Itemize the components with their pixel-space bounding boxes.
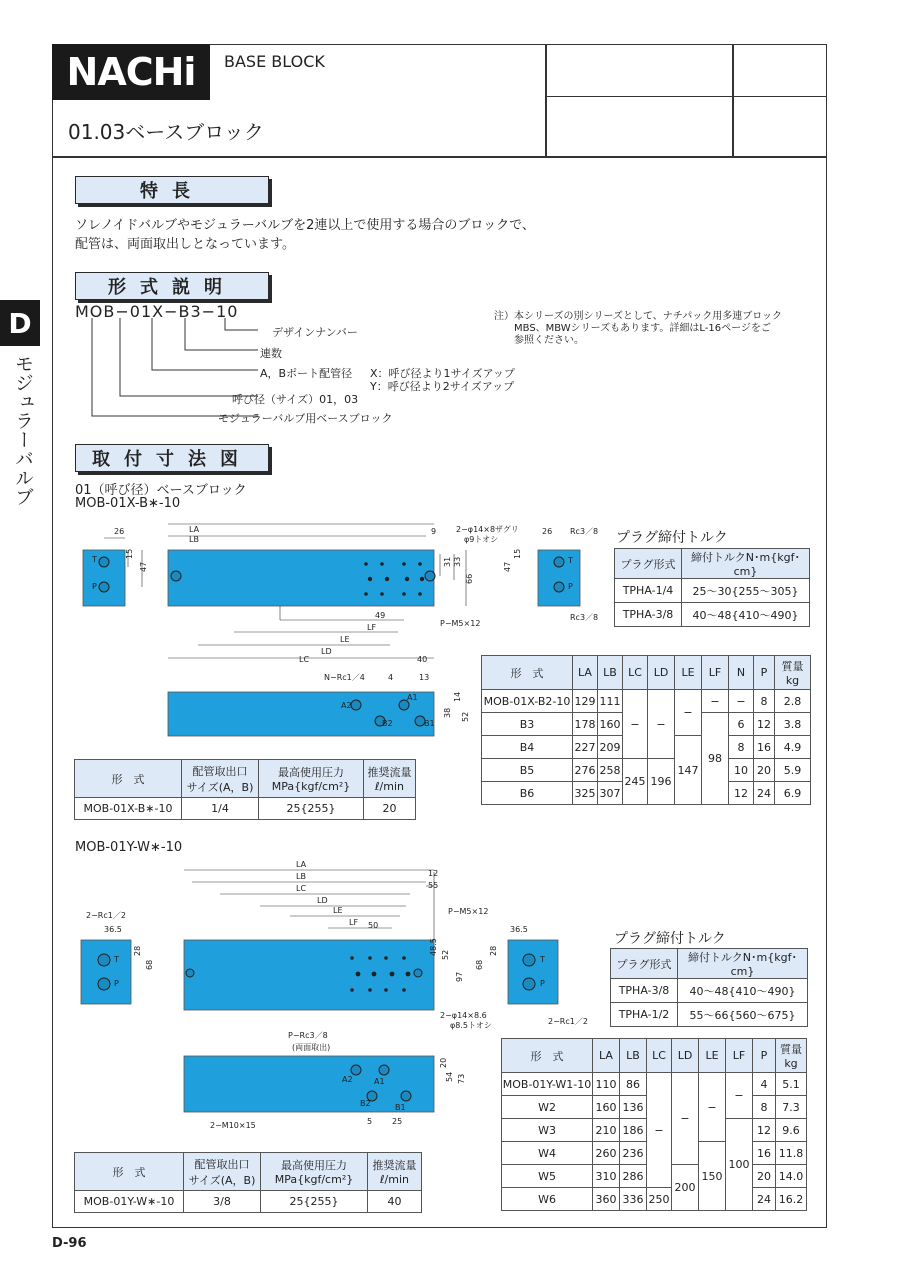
dim2-h-kg-2: kg (784, 1057, 798, 1070)
dim2-365-r: 36.5 (510, 925, 528, 934)
torque1-table (614, 548, 810, 627)
model-label-base: モジュラーバルブ用ベースブロック (218, 412, 393, 425)
dim2-20: 20 (439, 1057, 448, 1068)
header-cell-divider-h (545, 96, 827, 97)
dim2-le: LE (333, 906, 343, 915)
dim-4: 4 (388, 673, 394, 682)
dim2-model: W4 (502, 1142, 593, 1165)
dim2-5: 5 (367, 1117, 373, 1126)
dim2-la: 210 (593, 1119, 620, 1142)
dim2-la: 360 (593, 1188, 620, 1211)
dim2-50: 50 (368, 921, 379, 930)
dim2-h-kg (776, 1039, 807, 1073)
page-title: 01.03ベースブロック (68, 120, 264, 144)
spec1-h-press-1: 最高使用圧力 (278, 766, 344, 779)
dim1-n: 6 (729, 713, 754, 736)
label-a1: A1 (407, 693, 418, 702)
spec1-h-flow-1: 推奨流量 (367, 766, 412, 779)
dim2-la: LA (296, 860, 307, 869)
dim1-n: − (729, 690, 754, 713)
dim2-lb: 136 (620, 1096, 647, 1119)
dim-14: 14 (453, 691, 462, 702)
dim1-la: 227 (573, 736, 598, 759)
dim2-kg: 11.8 (776, 1142, 807, 1165)
model-y-note: Y：呼び径より2サイズアップ (370, 380, 515, 393)
torque2-r0c0: TPHA-3/8 (611, 979, 678, 1003)
dim2-h-le: LE (699, 1039, 726, 1073)
model-label-count: 連数 (260, 347, 282, 360)
top2-mount-l (186, 969, 194, 977)
dim1-h-kg-1: 質量 (781, 660, 804, 673)
spec2-h-press (261, 1153, 368, 1191)
spec2-h-press-2: MPa{kgf/cm²} (274, 1173, 354, 1186)
torque2-r0c1: 40～48{410～490} (678, 979, 808, 1003)
dim1-h-ld: LD (648, 656, 675, 690)
dim1-kg: 2.8 (775, 690, 811, 713)
dim2-28-l: 28 (133, 945, 142, 956)
section-side-label: モジュラーバルブ (12, 354, 34, 506)
dim2-485: 48.5 (429, 938, 438, 956)
dim1-model: MOB-01X-B2-10 (482, 690, 573, 713)
dim2-p: 16 (753, 1142, 776, 1165)
dim-26: 26 (114, 527, 125, 536)
features-line2: 配管は、両面取出しとなっています。 (75, 237, 295, 252)
label2-b2: B2 (360, 1099, 371, 1108)
label-b1: B1 (424, 719, 435, 728)
dim1-p: 24 (754, 782, 775, 805)
dim1-lb: 160 (598, 713, 623, 736)
both-sides-note: (両面取出) (292, 1043, 331, 1052)
dims-model2: MOB-01Y-W∗-10 (75, 840, 183, 855)
spec1-h-port-2: サイズ(A，B) (186, 780, 254, 794)
side2r-label-p: P (540, 979, 545, 988)
side2r-hole-t (523, 954, 535, 966)
side2r-label-t: T (540, 955, 545, 964)
dim1-h-le: LE (675, 656, 702, 690)
torque1-title: プラグ締付トルク (616, 530, 728, 546)
spec2-flow: 40 (368, 1191, 422, 1213)
spec1-h-flow (364, 760, 416, 798)
dim-31: 31 (443, 556, 452, 567)
spec1-port: 1/4 (182, 798, 259, 820)
dim1-n: 8 (729, 736, 754, 759)
dim1-p: 20 (754, 759, 775, 782)
model-x-note: X：呼び径より1サイズアップ (370, 367, 515, 380)
dim2-la: 310 (593, 1165, 620, 1188)
dim1-model: B6 (482, 782, 573, 805)
spec2-h-flow-2: ℓ/min (380, 1173, 409, 1186)
top2-mount-r (414, 969, 422, 977)
dim2-model: MOB-01Y-W1-10 (502, 1073, 593, 1096)
dim1-p: 12 (754, 713, 775, 736)
dim1-p: 8 (754, 690, 775, 713)
pm-callout: P−M5×12 (440, 619, 481, 628)
mount-hole-right (425, 571, 435, 581)
spec1-press: 25{255} (259, 798, 364, 820)
label-p-r: P (568, 582, 573, 591)
dim1-kg: 4.9 (775, 736, 811, 759)
dim2-model: W3 (502, 1119, 593, 1142)
dim1-model: B3 (482, 713, 573, 736)
port-t-hole (99, 557, 109, 567)
spec1-h-port (182, 760, 259, 798)
features-line1: ソレノイドバルブやモジュラーバルブを2連以上で使用する場合のブロックで、 (75, 218, 535, 233)
dim2-le-value: 150 (699, 1142, 726, 1211)
model-heading: 形式説明 (75, 272, 269, 300)
dim1-lb: 307 (598, 782, 623, 805)
dim2-p: 12 (753, 1119, 776, 1142)
dim1-h-n: N (729, 656, 754, 690)
dim1-lb: 209 (598, 736, 623, 759)
model-note-2: MBS、MBWシリーズもあります。詳細はL-16ページをご (514, 323, 771, 334)
dim1-h-kg-2: kg (785, 674, 800, 687)
dim1-model: B5 (482, 759, 573, 782)
m10-callout: 2−M10×15 (210, 1121, 256, 1130)
torque1-r1c1: 40～48{410～490} (682, 603, 810, 627)
dim1-h-lf: LF (702, 656, 729, 690)
dim1-h-lb: LB (598, 656, 623, 690)
model-note-1: 注）本シリーズの別シリーズとして、ナチパック用多連ブロック (494, 311, 782, 322)
dim-66: 66 (465, 573, 474, 584)
dim2-28-r: 28 (489, 945, 498, 956)
spec1-table (74, 759, 416, 820)
label-b2: B2 (382, 719, 393, 728)
page-number: D-96 (52, 1236, 87, 1251)
dim2-p: 4 (753, 1073, 776, 1096)
dim1-le-value: 147 (675, 736, 702, 805)
dim-33: 33 (453, 556, 462, 567)
dim1-h-lc: LC (623, 656, 648, 690)
dim2-h-la: LA (593, 1039, 620, 1073)
model-label-port: A，Bポート配管径 (260, 367, 353, 380)
dim2-lf-dash: − (726, 1073, 753, 1119)
mount-hole-left (171, 571, 181, 581)
dim-15: 15 (125, 548, 134, 559)
dim2-55: 55 (428, 881, 439, 890)
spec2-press: 25{255} (261, 1191, 368, 1213)
dim2-365-l: 36.5 (104, 925, 122, 934)
dim1-table (481, 655, 811, 805)
dim-lb: LB (189, 535, 199, 544)
dim1-lc-value: 245 (623, 759, 648, 805)
dim2-lc-value: 250 (647, 1188, 672, 1211)
dim2-p: 24 (753, 1188, 776, 1211)
nachi-logo: NACHi (52, 44, 210, 100)
dims-heading: 取付寸法図 (75, 444, 269, 472)
spec2-model: MOB-01Y-W∗-10 (75, 1191, 184, 1213)
dim2-73: 73 (457, 1073, 466, 1084)
dim2-h-lf: LF (726, 1039, 753, 1073)
dim2-ld: LD (317, 896, 328, 905)
dim1-kg: 5.9 (775, 759, 811, 782)
torque2-table (610, 948, 808, 1027)
spec1-h-flow-2: ℓ/min (375, 780, 404, 793)
dim1-h-la: LA (573, 656, 598, 690)
dim2-lf-value: 100 (726, 1119, 753, 1211)
side2-hole-t (98, 954, 110, 966)
dim2-ld-value: 200 (672, 1165, 699, 1211)
dim-26-r: 26 (542, 527, 553, 536)
label2-b1: B1 (395, 1103, 406, 1112)
dim2-h-ld: LD (672, 1039, 699, 1073)
spec1-h-model: 形 式 (75, 760, 182, 798)
spec2-h-model: 形 式 (75, 1153, 184, 1191)
torque2-r1c1: 55～66{560～675} (678, 1003, 808, 1027)
dim1-lb: 111 (598, 690, 623, 713)
dim-9: 9 (431, 527, 437, 536)
dim-le: LE (340, 635, 350, 644)
spec2-h-press-1: 最高使用圧力 (281, 1159, 347, 1172)
dim2-p: 20 (753, 1165, 776, 1188)
dim1-ld-dash: − (648, 690, 675, 759)
torque1-r0c1: 25～30{255～305} (682, 579, 810, 603)
port2-b1 (401, 1091, 411, 1101)
dim1-h-kg (775, 656, 811, 690)
dim1-lb: 258 (598, 759, 623, 782)
section-tab: D (0, 300, 40, 346)
dim2-lb: 186 (620, 1119, 647, 1142)
dim-lc: LC (299, 655, 310, 664)
dim-15-r: 15 (513, 548, 522, 559)
dim2-model: W5 (502, 1165, 593, 1188)
dim2-lf: LF (349, 918, 359, 927)
dim1-la: 325 (573, 782, 598, 805)
dim2-68-l: 68 (145, 959, 154, 970)
dim2-kg: 9.6 (776, 1119, 807, 1142)
dim2-la: 160 (593, 1096, 620, 1119)
dims-model1: MOB-01X-B∗-10 (75, 496, 181, 511)
dim2-lb: 336 (620, 1188, 647, 1211)
rc-callout-bottom: Rc3／8 (570, 613, 599, 622)
nrc-callout: N−Rc1／4 (324, 673, 365, 682)
torque1-h0: プラグ形式 (615, 549, 682, 579)
dim2-52: 52 (441, 949, 450, 960)
dim2-le-dash: − (699, 1073, 726, 1142)
dim2-lb: 286 (620, 1165, 647, 1188)
dim1-lf-dash: − (702, 690, 729, 713)
dim1-n: 12 (729, 782, 754, 805)
side2-label-p: P (114, 979, 119, 988)
dim-13: 13 (419, 673, 430, 682)
spec1-h-port-1: 配管取出口 (192, 764, 248, 778)
dim1-h-p: P (754, 656, 775, 690)
spec1-h-press-2: MPa{kgf/cm²} (271, 780, 351, 793)
dim2-la: 260 (593, 1142, 620, 1165)
features-heading: 特長 (75, 176, 269, 204)
dim2-68-r: 68 (475, 959, 484, 970)
dim-47: 47 (139, 561, 148, 572)
hole-callout-2: φ9トオシ (464, 535, 499, 544)
header-cell-divider-1 (545, 44, 547, 156)
dim2-kg: 7.3 (776, 1096, 807, 1119)
hole-callout-1: 2−φ14×8ザグリ (456, 525, 519, 534)
rc-callout-top: Rc3／8 (570, 527, 599, 536)
dim2-kg: 16.2 (776, 1188, 807, 1211)
model-code: MOB−01X−B3−10 (75, 302, 239, 321)
label2-a2: A2 (342, 1075, 353, 1084)
dim-40: 40 (417, 655, 428, 664)
dims-subtitle: 01（呼び径）ベースブロック (75, 483, 247, 498)
prc-callout: P−Rc3／8 (288, 1031, 328, 1040)
spec2-h-flow-1: 推奨流量 (372, 1159, 417, 1172)
spec1-h-press (259, 760, 364, 798)
dim2-lb: LB (296, 872, 306, 881)
pm-callout-2: P−M5×12 (448, 907, 489, 916)
top2-block (184, 940, 434, 1010)
front-view-block (168, 692, 434, 736)
spec2-h-port-2: サイズ(A，B) (188, 1173, 256, 1187)
dim-49: 49 (375, 611, 386, 620)
torque2-h0: プラグ形式 (611, 949, 678, 979)
dim1-kg: 6.9 (775, 782, 811, 805)
dim2-97: 97 (455, 971, 464, 982)
hole2-callout-1: 2−φ14×8.6 (440, 1011, 487, 1020)
dim2-lb: 236 (620, 1142, 647, 1165)
side2r-hole-p (523, 978, 535, 990)
dim2-54: 54 (445, 1071, 454, 1082)
dim2-model: W6 (502, 1188, 593, 1211)
port-p-hole (99, 582, 109, 592)
dim-47-r: 47 (503, 561, 512, 572)
dim2-lb: 86 (620, 1073, 647, 1096)
model-note-3: 参照ください。 (514, 335, 584, 346)
label2-a1: A1 (374, 1077, 385, 1086)
dim1-n: 10 (729, 759, 754, 782)
side2-hole-p (98, 978, 110, 990)
dim-lf: LF (367, 623, 377, 632)
dim2-lc: LC (296, 884, 307, 893)
rc12-callout-r: 2−Rc1／2 (548, 1017, 588, 1026)
dim1-p: 16 (754, 736, 775, 759)
dim1-la: 129 (573, 690, 598, 713)
torque1-h1: 締付トルクN･m{kgf･cm} (682, 549, 810, 579)
spec2-h-port (184, 1153, 261, 1191)
dim-ld: LD (321, 647, 332, 656)
dim-52: 52 (461, 711, 470, 722)
header-subtitle: BASE BLOCK (224, 52, 325, 71)
dim2-h-lb: LB (620, 1039, 647, 1073)
dim2-ld-dash: − (672, 1073, 699, 1165)
dim1-kg: 3.8 (775, 713, 811, 736)
dim-la: LA (189, 525, 200, 534)
side2-label-t: T (114, 955, 119, 964)
dim2-25: 25 (392, 1117, 403, 1126)
torque2-r1c0: TPHA-1/2 (611, 1003, 678, 1027)
port-a2 (351, 700, 361, 710)
label-p: P (92, 582, 97, 591)
port-p-hole-r (554, 582, 564, 592)
dim2-h-model: 形 式 (502, 1039, 593, 1073)
port2-a2 (351, 1065, 361, 1075)
torque1-r0c0: TPHA-1/4 (615, 579, 682, 603)
label-t-r: T (568, 556, 573, 565)
dim1-la: 276 (573, 759, 598, 782)
header-divider (52, 156, 827, 158)
dim2-la: 110 (593, 1073, 620, 1096)
dim1-la: 178 (573, 713, 598, 736)
dim-38: 38 (443, 707, 452, 718)
dim1-lc-dash: − (623, 690, 648, 759)
model-label-design: デザインナンバー (272, 326, 358, 339)
model-label-size: 呼び径（サイズ）01，03 (232, 393, 359, 406)
dim2-lc-dash: − (647, 1073, 672, 1188)
spec2-table (74, 1152, 422, 1213)
dim2-table (501, 1038, 807, 1211)
side2-left (81, 940, 131, 1004)
port2-a1 (379, 1065, 389, 1075)
label-a2: A2 (341, 701, 352, 710)
dim2-h-kg-1: 質量 (780, 1043, 802, 1056)
top-view-block (168, 550, 434, 606)
dim2-h-lc: LC (647, 1039, 672, 1073)
torque2-title: プラグ締付トルク (614, 931, 726, 947)
header-cell-divider-2 (732, 44, 734, 156)
dim2-model: W2 (502, 1096, 593, 1119)
spec2-h-port-1: 配管取出口 (194, 1157, 250, 1171)
dim1-h-model: 形 式 (482, 656, 573, 690)
dim2-p: 8 (753, 1096, 776, 1119)
dim2-kg: 14.0 (776, 1165, 807, 1188)
dim1-le-dash: − (675, 690, 702, 736)
spec1-flow: 20 (364, 798, 416, 820)
dim1-lf-value: 98 (702, 713, 729, 805)
dim1-ld-value: 196 (648, 759, 675, 805)
torque1-r1c0: TPHA-3/8 (615, 603, 682, 627)
rc12-callout-l: 2−Rc1／2 (86, 911, 126, 920)
spec1-model: MOB-01X-B∗-10 (75, 798, 182, 820)
hole2-callout-2: φ8.5トオシ (450, 1021, 492, 1030)
torque2-h1: 締付トルクN･m{kgf･cm} (678, 949, 808, 979)
label-t: T (92, 555, 97, 564)
port-t-hole-r (554, 557, 564, 567)
side2-right (508, 940, 558, 1004)
dim1-model: B4 (482, 736, 573, 759)
spec2-port: 3/8 (184, 1191, 261, 1213)
dim2-h-p: P (753, 1039, 776, 1073)
dim2-12: 12 (428, 869, 439, 878)
dim2-kg: 5.1 (776, 1073, 807, 1096)
spec2-h-flow (368, 1153, 422, 1191)
